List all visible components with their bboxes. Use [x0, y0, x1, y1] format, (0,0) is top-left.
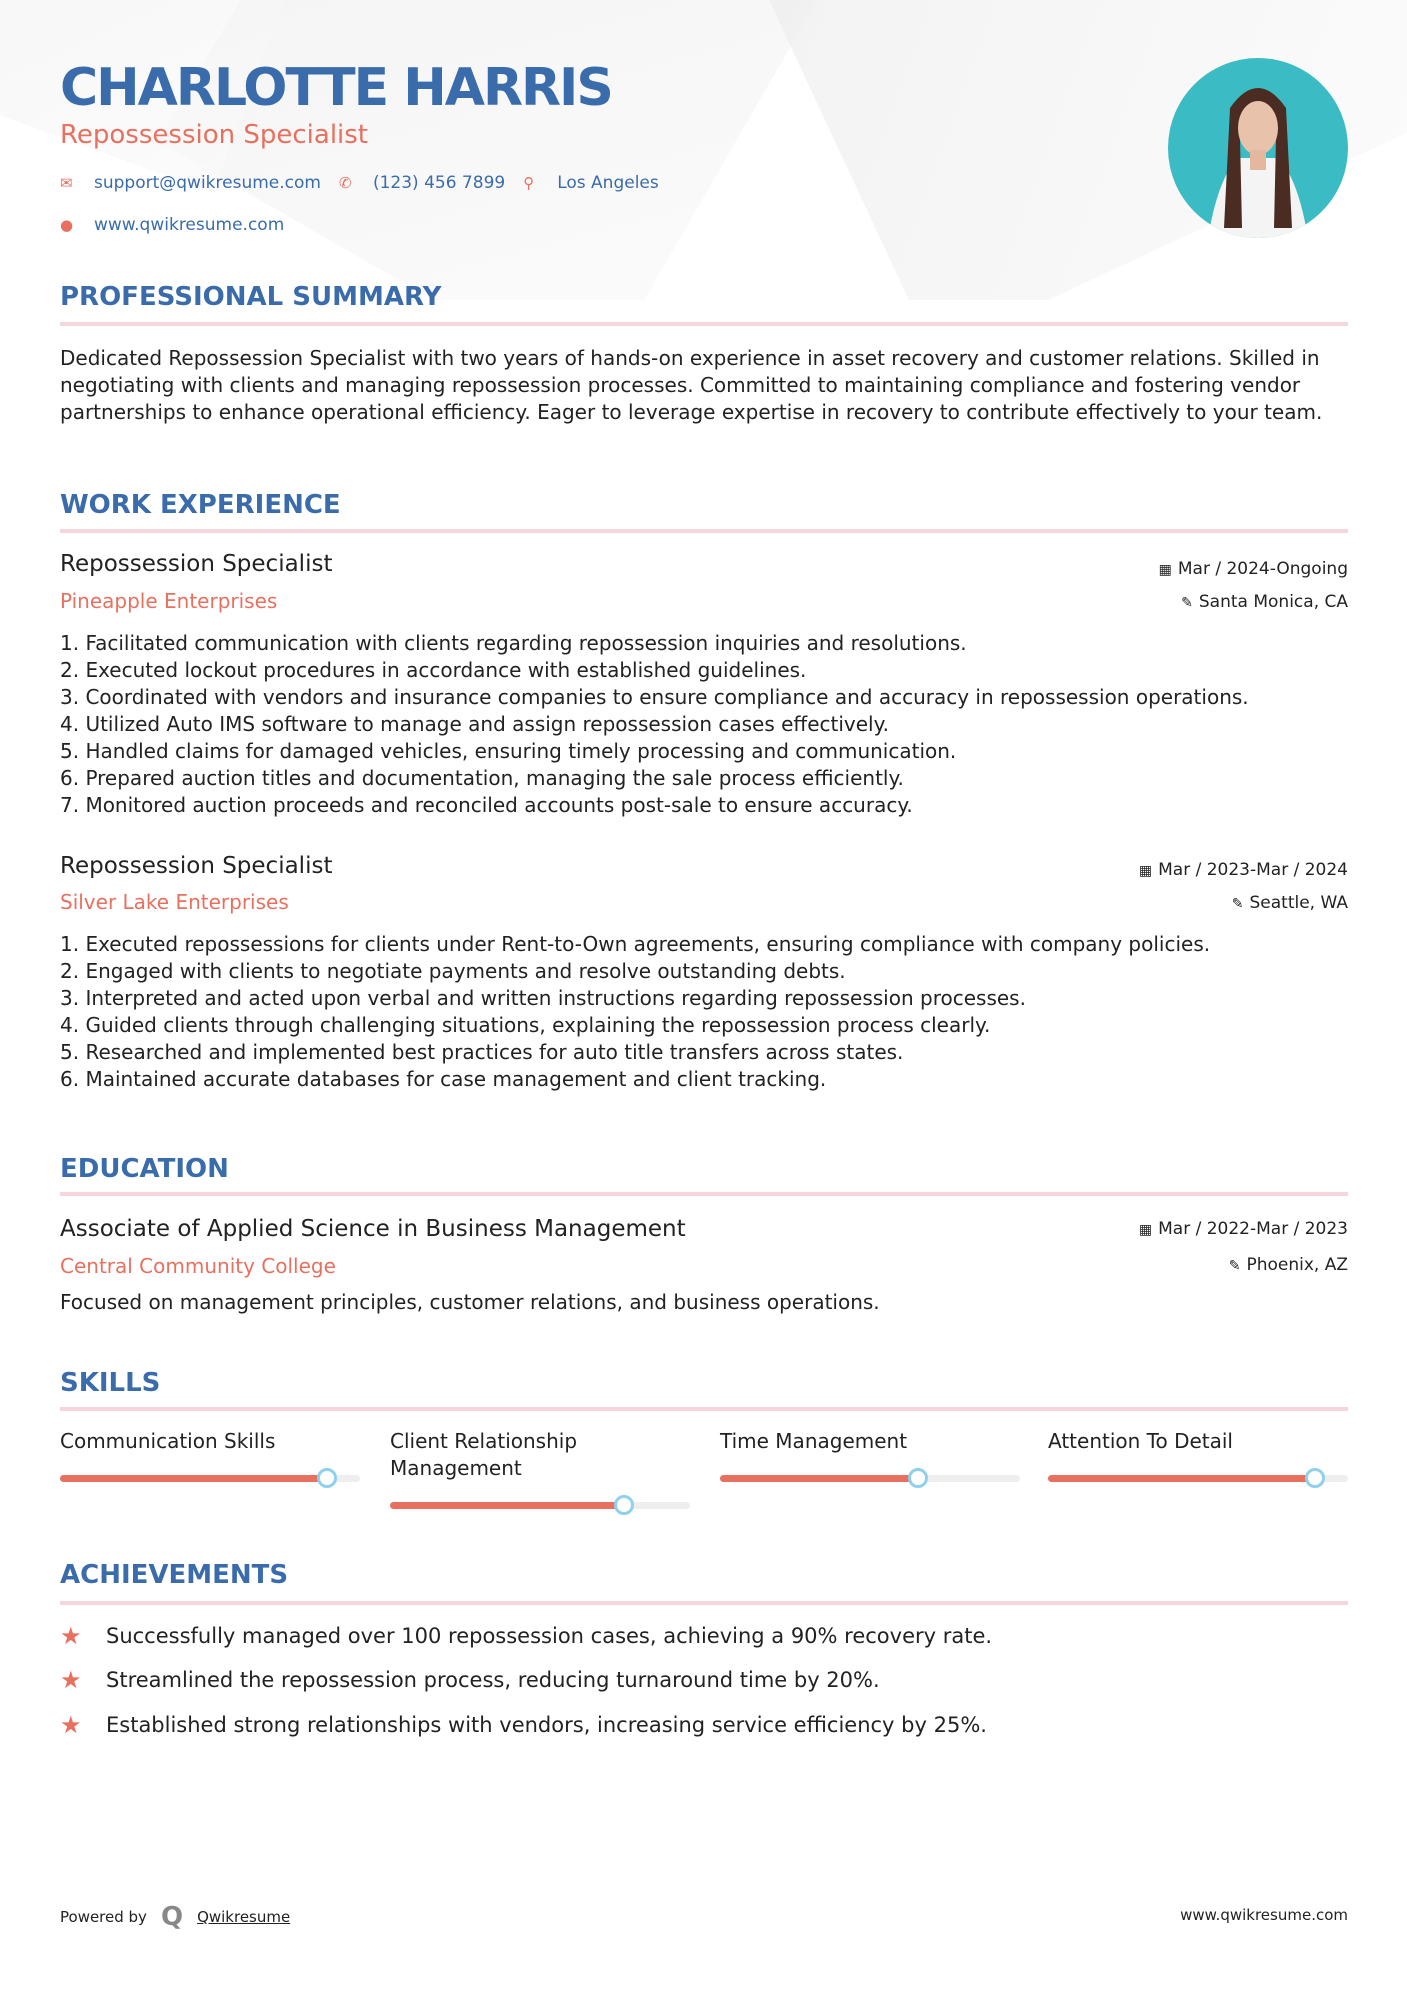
star-icon: ★ — [60, 1622, 82, 1650]
list-item: 5. Handled claims for damaged vehicles, ensuring timely processing and communication. — [60, 739, 957, 763]
divider — [60, 322, 1348, 326]
divider — [60, 1601, 1348, 1605]
contact-row — [60, 173, 659, 193]
list-item: 1. Facilitated communication with clients regarding repossession inquiries and resolutions. — [60, 631, 967, 655]
skill-item — [390, 1428, 690, 1509]
job-title: Repossession Specialist — [60, 551, 333, 577]
skill-bar-knob — [317, 1468, 337, 1488]
achievement-text: Established strong relationships with vendors, increasing service efficiency by 25%. — [106, 1713, 987, 1737]
footer-website[interactable]: www.qwikresume.com — [1180, 1906, 1348, 1924]
skill-bar — [1048, 1475, 1348, 1482]
job-location-text: Seattle, WA — [1249, 893, 1348, 913]
summary-heading: PROFESSIONAL SUMMARY — [60, 282, 442, 312]
skill-bar-fill — [390, 1502, 624, 1509]
candidate-name: CHARLOTTE HARRIS — [60, 58, 612, 118]
powered-by-label: Powered by — [60, 1908, 147, 1926]
job-dates-text: Mar / 2023-Mar / 2024 — [1158, 860, 1348, 880]
skills-heading: SKILLS — [60, 1368, 161, 1398]
skill-bar — [390, 1502, 690, 1509]
skill-bar-fill — [1048, 1475, 1315, 1482]
candidate-role: Repossession Specialist — [60, 120, 369, 150]
achievement-text: Successfully managed over 100 repossession cases, achieving a 90% recovery rate. — [106, 1624, 993, 1648]
list-item: 5. Researched and implemented best practices for auto title transfers across states. — [60, 1040, 904, 1064]
degree-title: Associate of Applied Science in Business Management — [60, 1216, 686, 1242]
skill-bar-fill — [60, 1475, 327, 1482]
calendar-icon: ▦ — [1138, 863, 1153, 879]
list-item: 3. Coordinated with vendors and insurance companies to ensure compliance and accuracy in repossession operations. — [60, 685, 1249, 709]
achievements-heading: ACHIEVEMENTS — [60, 1560, 289, 1590]
pin-icon: ✎ — [1181, 595, 1193, 611]
job-bullets — [60, 931, 1350, 1093]
job-dates — [1159, 559, 1348, 579]
skill-label: Communication Skills — [60, 1429, 276, 1453]
education-location — [1229, 1255, 1348, 1275]
skill-item — [720, 1428, 1020, 1482]
list-item: 2. Engaged with clients to negotiate payments and resolve outstanding debts. — [60, 959, 846, 983]
summary-text: Dedicated Repossession Specialist with two years of hands-on experience in asset recovery and customer relations. Skilled in negotiating with clients and managing repossession processes. Committed to maintaining compliance and fostering vendor partnerships to enhance operational efficiency. Eager to leverage expertise in recovery to contribute effectively to your team. — [60, 346, 1323, 424]
phone-text: (123) 456 7899 — [372, 173, 506, 193]
globe-icon: ● — [60, 216, 74, 234]
education-dates — [1139, 1219, 1348, 1239]
star-icon: ★ — [60, 1666, 82, 1694]
calendar-icon: ▦ — [1158, 562, 1172, 578]
achievement-item — [60, 1666, 880, 1694]
divider — [60, 1192, 1348, 1196]
skill-bar-knob — [908, 1468, 928, 1488]
skill-bar — [720, 1475, 1020, 1482]
phone-icon: ✆ — [338, 174, 352, 192]
divider — [60, 529, 1348, 533]
website-row — [60, 215, 284, 235]
skill-label: Attention To Detail — [1048, 1429, 1233, 1453]
education-description: Focused on management principles, customer relations, and business operations. — [60, 1290, 880, 1314]
school-name: Central Community College — [60, 1254, 336, 1278]
star-icon: ★ — [60, 1711, 82, 1739]
job-bullets — [60, 630, 1350, 819]
calendar-icon: ▦ — [1138, 1222, 1153, 1238]
list-item: 1. Executed repossessions for clients under Rent-to-Own agreements, ensuring compliance with company policies. — [60, 932, 1211, 956]
divider — [60, 1407, 1348, 1411]
location-text: Los Angeles — [557, 173, 659, 193]
pin-icon: ✎ — [1231, 896, 1244, 912]
list-item: 6. Maintained accurate databases for case management and client tracking. — [60, 1067, 827, 1091]
footer-powered — [60, 1902, 290, 1932]
profile-photo — [1168, 58, 1348, 238]
skill-item — [60, 1428, 360, 1482]
skill-bar-knob — [614, 1495, 634, 1515]
skill-bar — [60, 1475, 360, 1482]
list-item: 4. Utilized Auto IMS software to manage and assign repossession cases effectively. — [60, 712, 889, 736]
skill-bar-fill — [720, 1475, 918, 1482]
work-heading: WORK EXPERIENCE — [60, 490, 341, 520]
job-location — [1181, 592, 1348, 612]
pin-icon: ✎ — [1228, 1258, 1241, 1274]
job-company: Pineapple Enterprises — [60, 589, 278, 613]
achievement-text: Streamlined the repossession process, reducing turnaround time by 20%. — [106, 1668, 880, 1692]
job-company: Silver Lake Enterprises — [60, 890, 289, 914]
email-icon: ✉ — [60, 174, 73, 192]
job-location-text: Santa Monica, CA — [1198, 592, 1348, 612]
list-item: 6. Prepared auction titles and documentation, managing the sale process efficiently. — [60, 766, 904, 790]
skill-bar-knob — [1305, 1468, 1325, 1488]
email-link[interactable]: support@qwikresume.com — [94, 173, 321, 193]
skill-item — [1048, 1428, 1348, 1482]
education-location-text: Phoenix, AZ — [1246, 1255, 1348, 1275]
achievement-item — [60, 1622, 992, 1650]
brand-link[interactable]: Qwikresume — [197, 1908, 291, 1926]
job-location — [1232, 893, 1348, 913]
list-item: 3. Interpreted and acted upon verbal and written instructions regarding repossession processes. — [60, 986, 1026, 1010]
website-link[interactable]: www.qwikresume.com — [94, 215, 285, 235]
job-title: Repossession Specialist — [60, 853, 333, 879]
job-dates-text: Mar / 2024-Ongoing — [1177, 559, 1348, 579]
skill-label: Time Management — [720, 1429, 908, 1453]
job-dates — [1139, 860, 1348, 880]
list-item: 4. Guided clients through challenging situations, explaining the repossession process clearly. — [60, 1013, 991, 1037]
list-item: 2. Executed lockout procedures in accordance with established guidelines. — [60, 658, 807, 682]
qwikresume-logo-icon: Q — [160, 1902, 184, 1932]
education-heading: EDUCATION — [60, 1154, 229, 1184]
list-item: 7. Monitored auction proceeds and reconciled accounts post-sale to ensure accuracy. — [60, 793, 913, 817]
skill-label: Client Relationship Management — [390, 1429, 578, 1480]
location-pin-icon: ⚲ — [523, 174, 535, 192]
education-dates-text: Mar / 2022-Mar / 2023 — [1158, 1219, 1348, 1239]
achievement-item — [60, 1711, 987, 1739]
